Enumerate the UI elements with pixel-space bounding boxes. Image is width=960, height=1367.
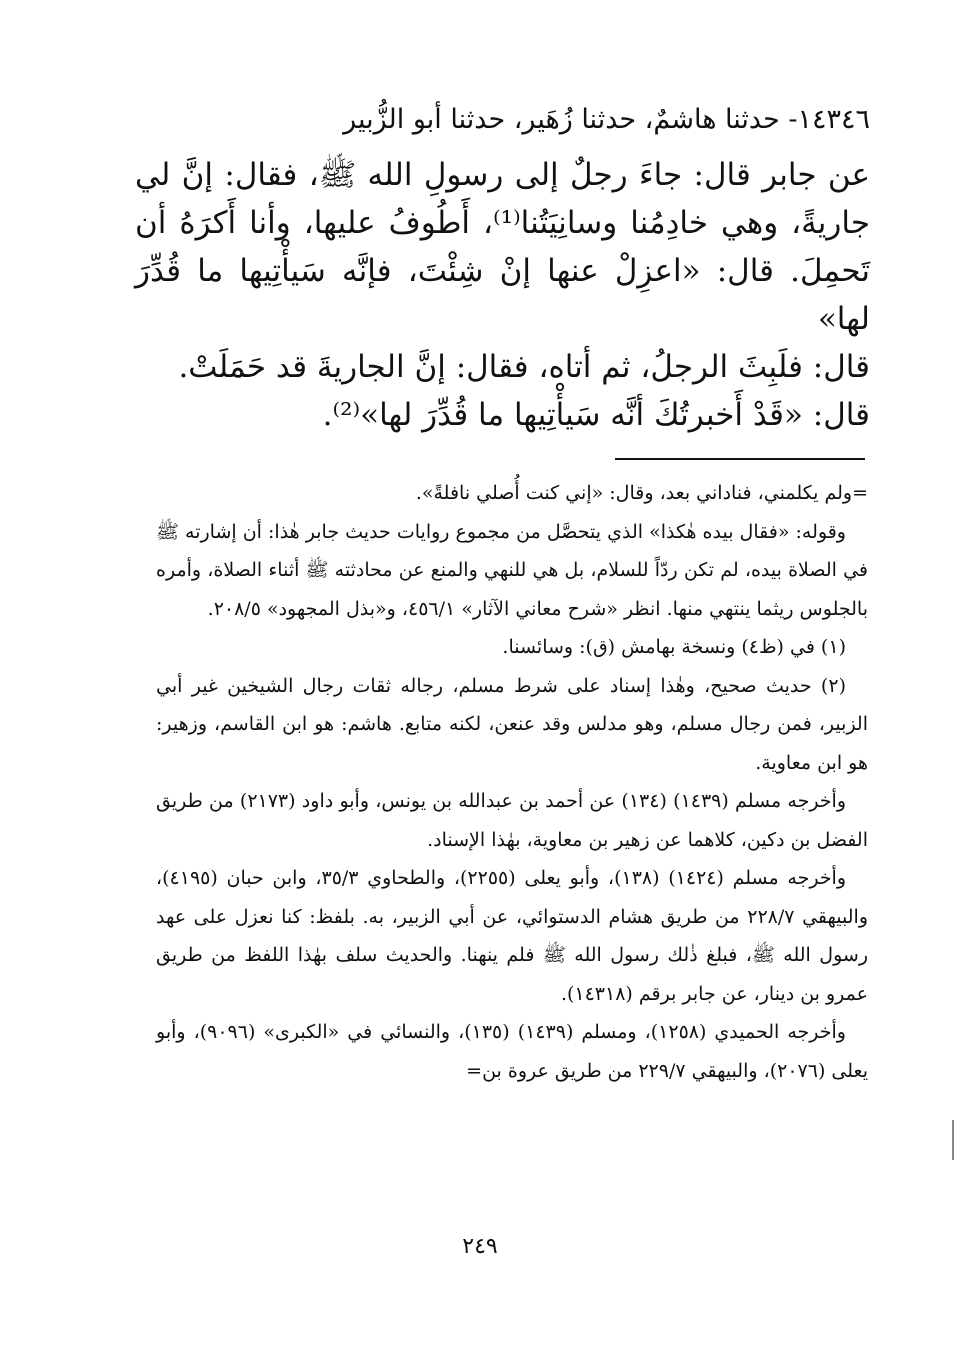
- hadith-paragraph: قال: «قَدْ أَخبرتُكَ أنَّه سَيأْتِيها ما قُدِّرَ لها»⁽²⁾.: [322, 397, 870, 433]
- hadith-heading: ١٤٣٤٦- حدثنا هاشمٌ، حدثنا زُهَير، حدثنا أبو الزُّبير: [343, 104, 870, 135]
- hadith-paragraph: عن جابر قال: جاءَ رجلٌ إلى رسولِ الله ﷺ، فقال: إنَّ لي جاريةً، وهي خادِمُنا وسانِيَتُنا⁽¹⁾، أَطُوفُ عليها، وأنا أَكرَهُ أن تَحمِلَ. قال: «اعزِلْ عنها إنْ شِئْتَ، فإنَّه سَيأْتِيها ما قُدِّرَ لها»: [135, 157, 870, 337]
- footnote-paragraph: وأخرجه مسلم (١٤٢٤) (١٣٨)، وأبو يعلى (٢٢٥٥)، والطحاوي ٣٥/٣، وابن حبان (٤١٩٥)، والبيهقي ٢٢٨/٧ من طريق هشام الدستوائي، عن أبي الزبير، به. بلفظ: كنا نعزل على عهد رسول الله ﷺ، فبلغ ذٰلك رسول الله ﷺ فلم ينهنا. والحديث سلف بهٰذا اللفظ من طريق عمرو بن دينار، عن جابر برقم (١٤٣١٨).: [156, 867, 868, 1005]
- footnote-paragraph: وقوله: «فقال بيده هٰكذا» الذي يتحصَّل من مجموع روايات حديث جابر هٰذا: أن إشارته ﷺ في الصلاة بيده، لم تكن ردّاً للسلام، بل هي للنهي والمنع عن محادثته ﷺ أثناء الصلاة، وأمره بالجلوس ريثما ينتهي منها. انظر «شرح معاني الآثار» ٤٥٦/١، و«بذل المجهود» ٢٠٨/٥.: [156, 520, 868, 620]
- footnote-1: (١) في (ظ٤) ونسخة بهامش (ق): وسائسنا.: [502, 636, 846, 658]
- scan-edge-mark: [952, 1120, 954, 1160]
- hadith-paragraph: قال: فلَبِثَ الرجلُ، ثم أتاه، فقال: إنَّ الجاريةَ قد حَمَلَتْ.: [178, 349, 870, 385]
- page-number: ٢٤٩: [462, 1234, 498, 1259]
- footnote-paragraph: وأخرجه مسلم (١٤٣٩) (١٣٤) عن أحمد بن عبدالله بن يونس، وأبو داود (٢١٧٣) من طريق الفضل بن دكين، كلاهما عن زهير بن معاوية، بهٰذا الإسناد.: [156, 790, 868, 851]
- footnote-continuation: =ولم يكلمني، فناداني بعد، وقال: «إني كنت أُصلي نافلةً».: [415, 482, 868, 504]
- footnote-separator: [615, 458, 865, 460]
- footnote-paragraph: وأخرجه الحميدي (١٢٥٨)، ومسلم (١٤٣٩) (١٣٥)، والنسائي في «الكبرى» (٩٠٩٦)، وأبو يعلى (٢٠٧٦)، والبيهقي ٢٢٩/٧ من طريق عروة بن=: [156, 1021, 868, 1082]
- hadith-text: [135, 95, 870, 439]
- footnote-2: (٢) حديث صحيح، وهٰذا إسناد على شرط مسلم، رجاله ثقات رجال الشيخين غير أبي الزبير، فمن رجال مسلم، وهو مدلس وقد عنعن، لكنه متابع. هاشم: هو ابن القاسم، وزهير: هو ابن معاوية.: [156, 674, 868, 774]
- footnotes: [156, 474, 868, 1090]
